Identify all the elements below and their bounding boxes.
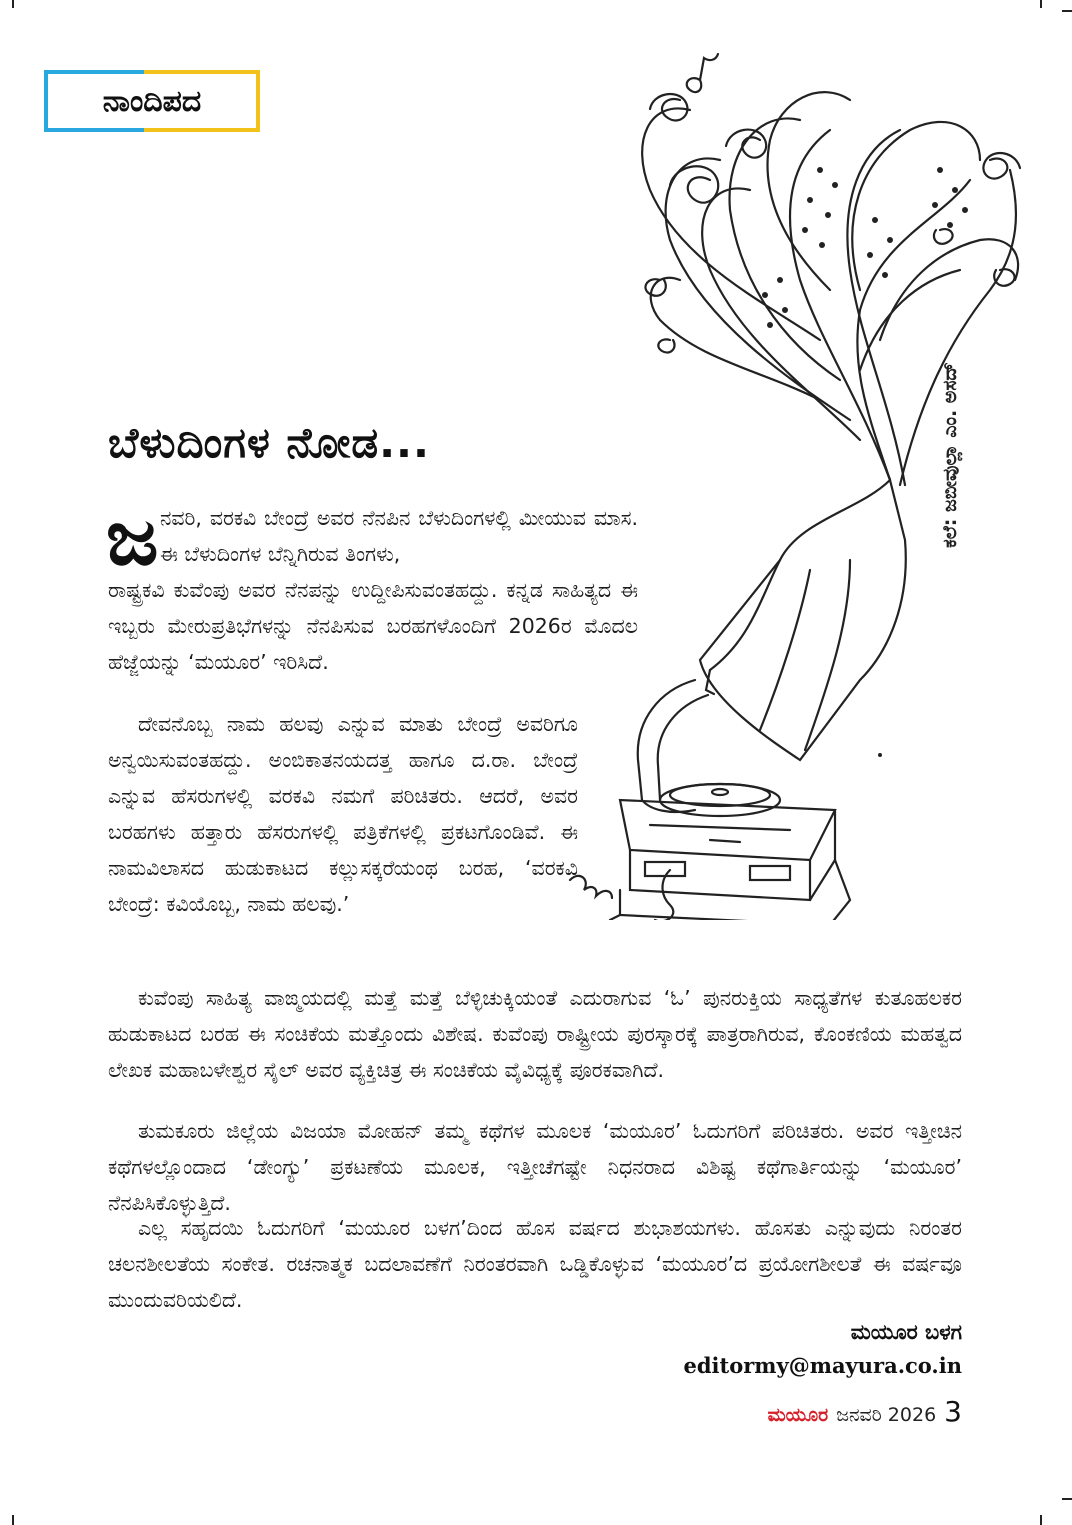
article-title: ಬೆಳುದಿಂಗಳ ನೋಡ... bbox=[108, 418, 430, 467]
crop-mark bbox=[12, 0, 14, 8]
crop-mark bbox=[1062, 10, 1072, 12]
illustration-credit bbox=[930, 330, 970, 580]
paragraph-1-rest: ರಾಷ್ಟ್ರಕವಿ ಕುವೆಂಪು ಅವರ ನೆನಪನ್ನು ಉದ್ದೀಪಿಸುವಂತಹದ್ದು. ಕನ್ನಡ ಸಾಹಿತ್ಯದ ಈ ಇಬ್ಬರು ಮೇರುಪ್ರತಿಭೆಗಳನ್ನು ನೆನಪಿಸುವ ಬರಹಗಳೊಂದಿಗೆ 2026ರ ಮೊದಲ ಹೆಜ್ಜೆಯನ್ನು ‘ಮಯೂರ’ ಇರಿಸಿದೆ. bbox=[108, 578, 638, 674]
footer-brand: ಮಯೂರ bbox=[767, 1404, 829, 1426]
drop-cap: ಜ bbox=[106, 493, 159, 583]
crop-mark bbox=[1062, 1498, 1072, 1500]
signature: ಮಯೂರ ಬಳಗ bbox=[850, 1320, 962, 1344]
section-tag-label: ನಾಂದಿಪದ bbox=[102, 83, 202, 119]
page-number: 3 bbox=[944, 1395, 962, 1428]
crop-mark bbox=[1040, 1515, 1042, 1525]
illustration-credit-text: ಕಲೆ: ಜಬೀವುಲ್ಲಾ ಎಂ. ಅಸದ್ bbox=[939, 362, 961, 548]
paragraph-2: ದೇವನೊಬ್ಬ ನಾಮ ಹಲವು ಎನ್ನುವ ಮಾತು ಬೇಂದ್ರೆ ಅವರಿಗೂ ಅನ್ವಯಿಸುವಂತಹದ್ದು. ಅಂಬಿಕಾತನಯದತ್ತ ಹಾಗೂ ದ.ರಾ. ಬೇಂದ್ರೆ ಎನ್ನುವ ಹೆಸರುಗಳಲ್ಲಿ ವರಕವಿ ನಮಗೆ ಪರಿಚಿತರು. ಆದರೆ, ಅವರ ಬರಹಗಳು ಹತ್ತಾರು ಹೆಸರುಗಳಲ್ಲಿ ಪತ್ರಿಕೆಗಳಲ್ಲಿ ಪ್ರಕಟಗೊಂಡಿವೆ. ಈ ನಾಮವಿಲಾಸದ ಹುಡುಕಾಟದ ಕಲ್ಲುಸಕ್ಕರೆಯಂಥ ಬರಹ, ‘ವರಕವಿ ಬೇಂದ್ರೆ: ಕವಿಯೊಬ್ಬ, ನಾಮ ಹಲವು.’ bbox=[108, 712, 578, 916]
paragraph-1-start: ನವರಿ, ವರಕವಿ ಬೇಂದ್ರೆ ಅವರ ನೆನಪಿನ ಬೆಳುದಿಂಗಳಲ್ಲಿ ಮೀಯುವ ಮಾಸ. ಈ ಬೆಳುದಿಂಗಳ ಬೆನ್ನಿಗಿರುವ ತಿಂಗಳು, bbox=[160, 506, 638, 566]
page-footer bbox=[768, 1395, 962, 1428]
paragraph-4: ತುಮಕೂರು ಜಿಲ್ಲೆಯ ವಿಜಯಾ ಮೋಹನ್ ತಮ್ಮ ಕಥೆಗಳ ಮೂಲಕ ‘ಮಯೂರ’ ಓದುಗರಿಗೆ ಪರಿಚಿತರು. ಅವರ ಇತ್ತೀಚಿನ ಕಥೆಗಳಲ್ಲೊಂದಾದ ‘ಡೇಂಗ್ಯು’ ಪ್ರಕಟಣೆಯ ಮೂಲಕ, ಇತ್ತೀಚೆಗಷ್ಟೇ ನಿಧನರಾದ ವಿಶಿಷ್ಟ ಕಥೆಗಾರ್ತಿಯನ್ನು ‘ಮಯೂರ’ ನೆನಪಿಸಿಕೊಳ್ಳುತ್ತಿದೆ. bbox=[108, 1119, 962, 1215]
paragraph-3: ಕುವೆಂಪು ಸಾಹಿತ್ಯ ವಾಙ್ಮಯದಲ್ಲಿ ಮತ್ತೆ ಮತ್ತೆ ಬೆಳ್ಳಿಚುಕ್ಕಿಯಂತೆ ಎದುರಾಗುವ ‘ಓ’ ಪುನರುಕ್ತಿಯ ಸಾಧ್ಯತೆಗಳ ಕುತೂಹಲಕರ ಹುಡುಕಾಟದ ಬರಹ ಈ ಸಂಚಿಕೆಯ ಮತ್ತೊಂದು ವಿಶೇಷ. ಕುವೆಂಪು ರಾಷ್ಟ್ರೀಯ ಪುರಸ್ಕಾರಕ್ಕೆ ಪಾತ್ರರಾಗಿರುವ, ಕೊಂಕಣಿಯ ಮಹತ್ವದ ಲೇಖಕ ಮಹಾಬಳೇಶ್ವರ ಸೈಲ್ ಅವರ ವ್ಯಕ್ತಿಚಿತ್ರ ಈ ಸಂಚಿಕೆಯ ವೈವಿಧ್ಯಕ್ಕೆ ಪೂರಕವಾಗಿದೆ. bbox=[108, 986, 962, 1082]
crop-mark bbox=[12, 1515, 14, 1525]
section-tag bbox=[44, 70, 260, 132]
crop-mark bbox=[1040, 0, 1042, 8]
footer-issue: ಜನವರಿ 2026 bbox=[836, 1404, 937, 1426]
paragraph-5: ಎಲ್ಲ ಸಹೃದಯಿ ಓದುಗರಿಗೆ ‘ಮಯೂರ ಬಳಗ’ದಿಂದ ಹೊಸ ವರ್ಷದ ಶುಭಾಶಯಗಳು. ಹೊಸತು ಎನ್ನುವುದು ನಿರಂತರ ಚಲನಶೀಲತೆಯ ಸಂಕೇತ. ರಚನಾತ್ಮಕ ಬದಲಾವಣೆಗೆ ನಿರಂತರವಾಗಿ ಒಡ್ಡಿಕೊಳ್ಳುವ ‘ಮಯೂರ’ದ ಪ್ರಯೋಗಶೀಲತೆ ಈ ವರ್ಷವೂ ಮುಂದುವರಿಯಲಿದೆ. bbox=[108, 1216, 962, 1312]
contact-email[interactable]: editormy@mayura.co.in bbox=[683, 1353, 962, 1378]
